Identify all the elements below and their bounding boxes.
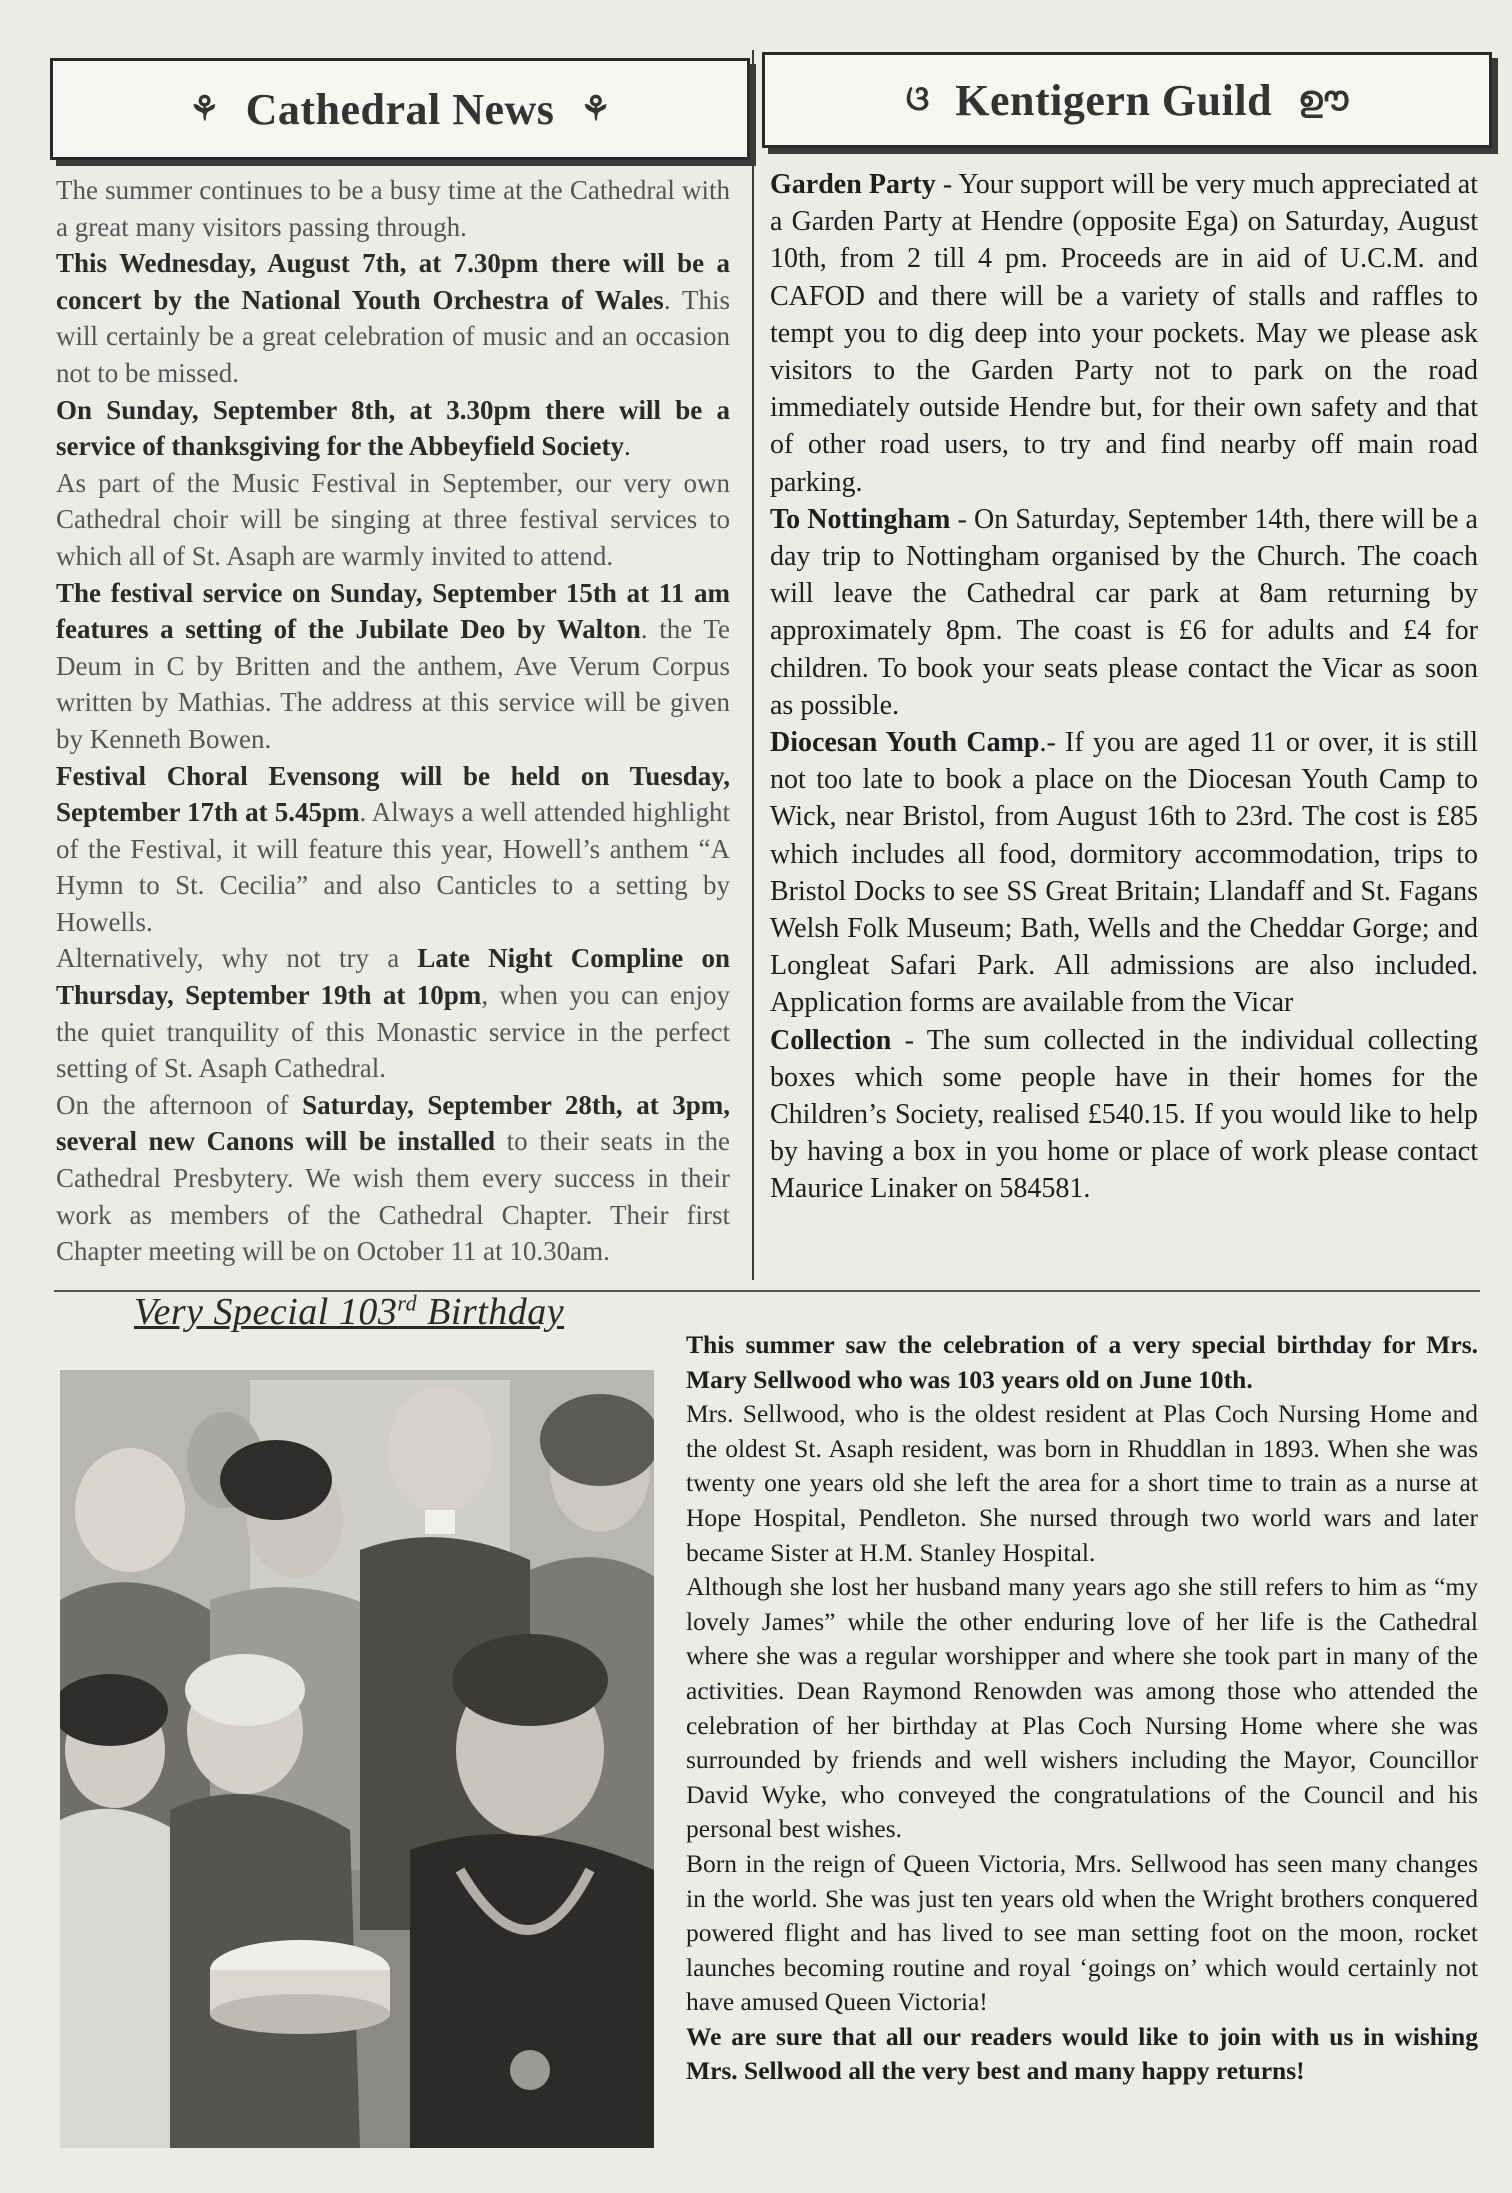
birthday-section-title: Very Special 103rd Birthday [134,1290,565,1333]
birthday-paragraph: Born in the reign of Queen Victoria, Mrs. Sellwood has seen many changes in the world. She was just ten years old when the Wright brothers conquered powered flight and has lived to see man setting foot on the moon, rocket launches becoming routine and royal ‘goings on’ which would certainly not have amused Queen Victoria! [686,1848,1478,2017]
flourish-ornament-icon: ଓ [905,81,930,118]
cathedral-news-paragraph: On Sunday, September 8th, at 3.30pm there will be a service of thanksgiving for the Abbeyfield Society. [56,394,730,462]
cathedral-news-column [56,172,730,1270]
flower-ornament-icon: ⚘ [580,91,611,128]
flourish-ornament-icon: ഊ [1298,81,1349,118]
guild-item-nottingham: To Nottingham - On Saturday, September 14th, there will be a day trip to Nottingham organised by the Church. The coach will leave the Cathedral car park at 8am returning by approximately 8pm. The coast is £6 for adults and £4 for children. To book your seats please contact the Vicar as soon as possible. [770,503,1478,721]
cathedral-news-paragraph: The festival service on Sunday, September 15th at 11 am features a setting of the Jubilate Deo by Walton. the Te Deum in C by Britten and the anthem, Ave Verum Corpus written by Mathias. The address at this service will be given by Kenneth Bowen. [56,577,731,754]
guild-item-garden-party: Garden Party - Your support will be very much appreciated at a Garden Party at Hendre (opposite Ega) on Saturday, August 10th, from 2 till 4 pm. Proceeds are in aid of U.C.M. and CAFOD and there will be a variety of stalls and raffles to tempt you to dig deep into your pockets. May we please ask visitors to the Garden Party not to park on the road immediately outside Hendre but, for their own safety and that of other road users, to try and find nearby off main road parking. [770,169,1479,498]
kentigern-guild-title: Kentigern Guild [955,75,1273,125]
guild-item-youth-camp: Diocesan Youth Camp.- If you are aged 11 or over, it is still not too late to book a place on the Diocesan Youth Camp to Wick, near Bristol, from August 16th to 23rd. The cost is £85 which includes all food, dormitory accommodation, trips to Bristol Docks to see SS Great Britain; Llandaff and St. Fagans Welsh Folk Museum; Bath, Wells and the Cheddar Gorge; and Longleat Safari Park. All admissions are also included. Application forms are available from the Vicar [770,727,1478,1019]
birthday-article [686,1328,1478,2089]
column-divider [752,50,754,1280]
cathedral-news-paragraph: The summer continues to be a busy time at the Cathedral with a great many visitors passing through. [56,175,730,242]
group-photo-illustration [60,1370,654,2148]
birthday-paragraph: Mrs. Sellwood, who is the oldest resident at Plas Coch Nursing Home and the oldest St. Asaph resident, was born in Rhuddlan in 1893. When she was twenty one years old she left the area for a short time to train as a nurse at Hope Hospital, Pendleton. She nursed through two world wars and later became Sister at H.M. Stanley Hospital. [686,1399,1478,1567]
birthday-group-photo [60,1370,654,2148]
kentigern-guild-header [762,52,1492,148]
kentigern-guild-column [770,166,1478,1208]
cathedral-news-paragraph: Alternatively, why not try a Late Night Compline on Thursday, September 19th at 10pm, when you can enjoy the quiet tranquility of this Monastic service in the perfect setting of St. Asaph Cathedral. [56,943,731,1084]
cathedral-news-paragraph: Festival Choral Evensong will be held on Tuesday, September 17th at 5.45pm. Always a well attended highlight of the Festival, it will feature this year, Howell’s anthem “A Hymn to St. Cecilia” and also Canticles to a setting by Howells. [56,760,730,937]
birthday-closing: We are sure that all our readers would like to join with us in wishing Mrs. Sellwood all the very best and many happy returns! [686,2021,1478,2086]
cathedral-news-paragraph: This Wednesday, August 7th, at 7.30pm there will be a concert by the National Youth Orchestra of Wales. This will certainly be a great celebration of music and an occasion not to be missed. [56,248,730,388]
cathedral-news-title: Cathedral News [245,84,555,134]
flower-ornament-icon: ⚘ [189,91,220,128]
birthday-lead: This summer saw the celebration of a very special birthday for Mrs. Mary Sellwood who was 103 years old on June 10th. [686,1330,1478,1394]
cathedral-news-paragraph: On the afternoon of Saturday, September 28th, at 3pm, several new Canons will be installed to their seats in the Cathedral Presbytery. We wish them every success in their work as members of the Cathedral Chapter. Their first Chapter meeting will be on October 11 at 10.30am. [56,1089,730,1267]
cathedral-news-header [50,58,750,160]
cathedral-news-paragraph: As part of the Music Festival in September, our very own Cathedral choir will be singing at three festival services to which all of St. Asaph are warmly invited to attend. [56,467,730,571]
birthday-paragraph: Although she lost her husband many years ago she still refers to him as “my lovely James” while the other enduring love of her life is the Cathedral where she was a regular worshipper and where she took part in many of the activities. Dean Raymond Renowden was among those who attended the celebration of her birthday at Plas Coch Nursing Home where she was surrounded by friends and well wishers including the Mayor, Councillor David Wyke, who conveyed the congratulations of the Council and his personal best wishes. [686,1572,1478,1844]
guild-item-collection: Collection - The sum collected in the individual collecting boxes which some people have in their homes for the Children’s Society, realised £540.15. If you would like to help by having a box in you home or place of work please contact Maurice Linaker on 584581. [770,1024,1478,1205]
